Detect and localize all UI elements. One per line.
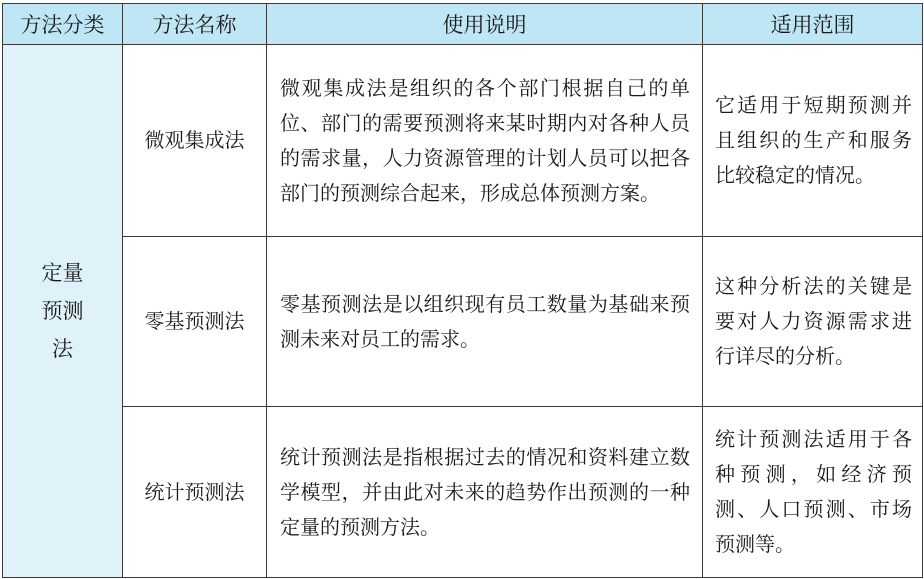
method-description: 微观集成法是组织的各个部门根据自己的单位、部门的需要预测将来某时期内对各种人员的需求量，人力资源管理的计划人员可以把各部门的预测综合起来，形成总体预测方案。	[267, 45, 703, 237]
method-description: 统计预测法是指根据过去的情况和资料建立数学模型，并由此对未来的趋势作出预测的一种定量的预测方法。	[267, 407, 703, 578]
method-description: 零基预测法是以组织现有员工数量为基础来预测未来对员工的需求。	[267, 237, 703, 407]
header-description: 使用说明	[267, 4, 703, 45]
method-scope: 统计预测法适用于各种预测，如经济预测、人口预测、市场预测等。	[703, 407, 923, 578]
header-category: 方法分类	[3, 4, 123, 45]
method-name: 统计预测法	[123, 407, 267, 578]
header-row	[3, 4, 923, 45]
method-name: 微观集成法	[123, 45, 267, 237]
method-table	[2, 3, 923, 578]
method-scope: 它适用于短期预测并且组织的生产和服务比较稳定的情况。	[703, 45, 923, 237]
table-row	[3, 237, 923, 407]
method-name: 零基预测法	[123, 237, 267, 407]
header-method-name: 方法名称	[123, 4, 267, 45]
category-cell	[3, 45, 123, 578]
method-scope: 这种分析法的关键是要对人力资源需求进行详尽的分析。	[703, 237, 923, 407]
category-line: 法	[52, 337, 73, 361]
table-row	[3, 407, 923, 578]
table-row	[3, 45, 923, 237]
category-line: 定量	[41, 261, 84, 285]
category-line: 预测	[41, 299, 84, 323]
header-scope: 适用范围	[703, 4, 923, 45]
